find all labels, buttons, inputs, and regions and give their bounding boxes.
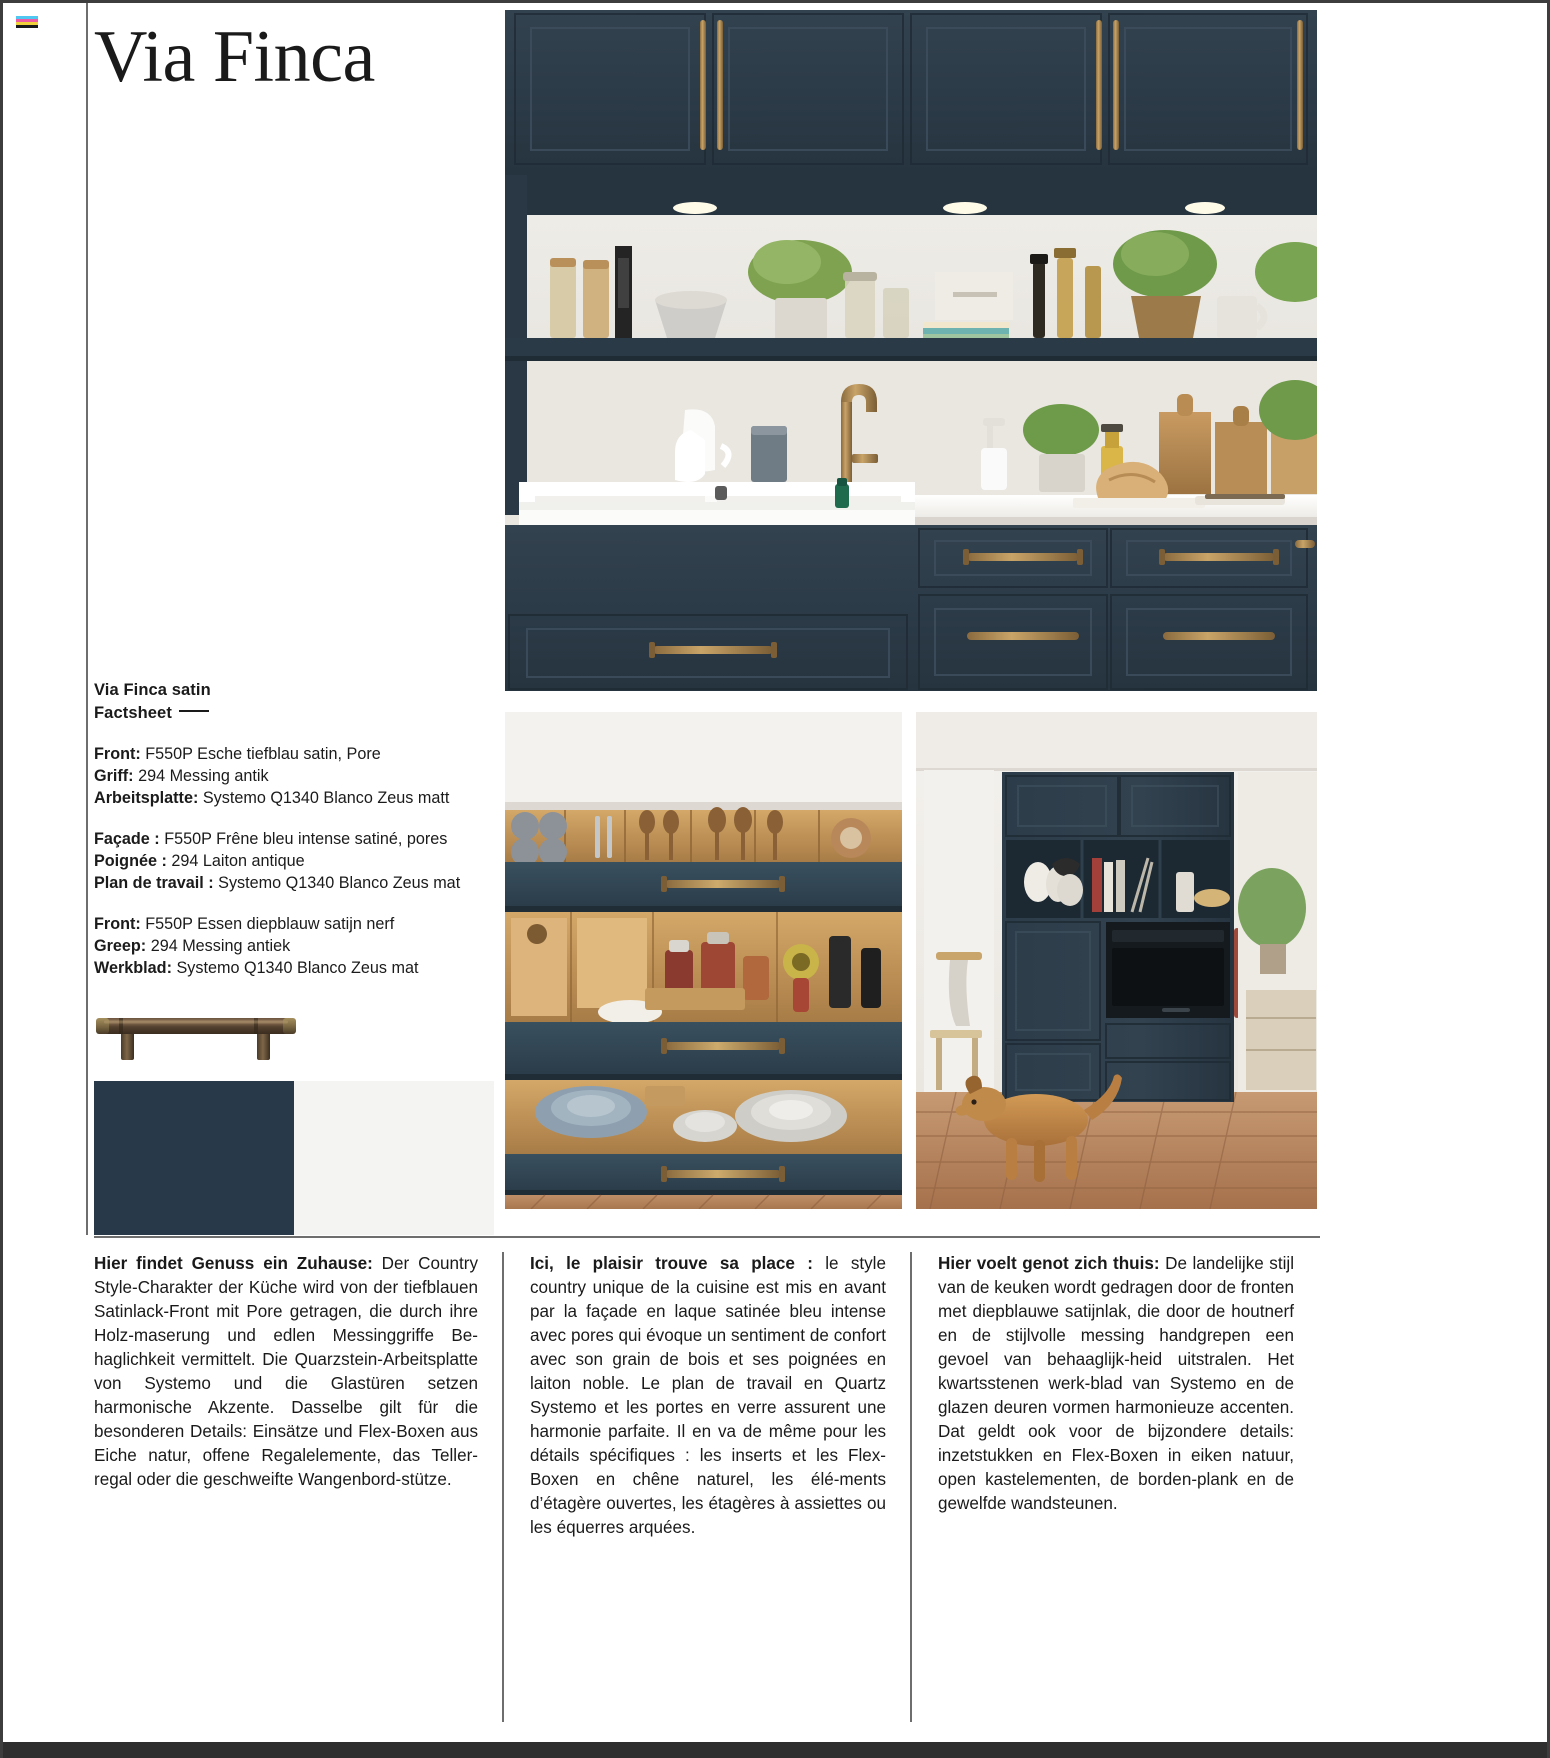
- factsheet-row: [94, 765, 494, 787]
- page-border-bottom: [0, 1742, 1550, 1758]
- description-column-fr: [502, 1252, 910, 1722]
- factsheet-label: Greep:: [94, 937, 147, 956]
- factsheet-heading-line2: Factsheet: [94, 703, 172, 722]
- text-section-rule: [94, 1236, 1320, 1238]
- swatch-worktop-blanco-zeus: [294, 1081, 494, 1235]
- page-title: Via Finca: [94, 16, 375, 98]
- kitchen-main-photo: [505, 10, 1317, 691]
- description-body-de: Der Country Style-Charakter der Küche wird von der tiefblauen Satinlack-Front mit Pore getragen, die durch ihre Holz-maserung und edlen Messinggriffe Be-haglichkeit vermittelt. Die Quarzstein-Arbeitsplatte von Systemo und die Glastüren setzen harmonische Akzente. Dasselbe gilt für die besonderen Details: Einsätze und Flex-Boxen aus Eiche natur, offene Regalelemente, das Teller-regal oder die geschweifte Wangenbord-stütze.: [94, 1254, 478, 1490]
- factsheet-row: [94, 743, 494, 765]
- factsheet-value: F550P Esche tiefblau satin, Pore: [145, 744, 381, 763]
- factsheet-row: [94, 787, 494, 809]
- factsheet-block-de: [94, 743, 494, 810]
- factsheet-label: Plan de travail :: [94, 874, 214, 893]
- description-body-fr: le style country unique de la cuisine est mis en avant par la façade en laque satinée bleu intense avec pores qui évoque un sentiment de confort avec son grain de bois et ses poignées en laiton noble. Le plan de travail en Quartz Systemo et les portes en verre assurent une harmonie parfaite. Il en va de même pour les détails spécifiques : les inserts et les Flex-Boxen en chêne naturel, les élé-ments d’étagère ouvertes, les étagères à assiettes ou les équerres arquées.: [530, 1254, 886, 1538]
- description-column-de: [94, 1252, 502, 1722]
- factsheet-value: 294 Messing antiek: [150, 937, 291, 956]
- description-lead-de: Hier findet Genuss ein Zuhause:: [94, 1254, 373, 1273]
- tall-cabinet-photo: [916, 712, 1317, 1209]
- left-column-rule: [86, 3, 88, 1235]
- description-body-nl: De landelijke stijl van de keuken wordt gedragen door de fronten met diepblauwe satijnlak, die door de houtnerf en de stijlvolle messing handgrepen een gevoel van behaaglijk-heid uitstralen. Het kwartsstenen werk-blad van Systemo en de glazen deuren vormen harmonieuze accenten. Dat geldt ook voor de bijzondere details: inzetstukken en Flex-Boxen in eiken natuur, open kastelementen, de borden-plank en de gewelfde wandsteunen.: [938, 1254, 1294, 1514]
- factsheet-label: Front:: [94, 744, 141, 763]
- swatch-front-deep-blue: [94, 1081, 294, 1235]
- factsheet-row: [94, 828, 494, 850]
- factsheet-label: Werkblad:: [94, 959, 172, 978]
- description-column-nl: [910, 1252, 1318, 1722]
- factsheet-label: Façade :: [94, 829, 160, 848]
- factsheet-value: F550P Essen diepblauw satijn nerf: [145, 914, 395, 933]
- color-swatch-row: [94, 1081, 494, 1235]
- handle-sample-image: [94, 1009, 344, 1065]
- drawers-photo: [505, 712, 902, 1209]
- factsheet-value: Systemo Q1340 Blanco Zeus mat: [176, 959, 419, 978]
- factsheet-value: Systemo Q1340 Blanco Zeus mat: [218, 874, 461, 893]
- factsheet: [94, 679, 494, 980]
- factsheet-label: Front:: [94, 914, 141, 933]
- factsheet-label: Arbeitsplatte:: [94, 789, 199, 808]
- page-border-left: [0, 0, 3, 1758]
- factsheet-block-nl: [94, 913, 494, 980]
- factsheet-label: Griff:: [94, 766, 134, 785]
- heading-dash-icon: [179, 710, 209, 712]
- factsheet-value: 294 Laiton antique: [171, 851, 305, 870]
- factsheet-heading: [94, 679, 494, 725]
- factsheet-row: [94, 957, 494, 979]
- description-lead-nl: Hier voelt genot zich thuis:: [938, 1254, 1160, 1273]
- factsheet-block-fr: [94, 828, 494, 895]
- factsheet-value: Systemo Q1340 Blanco Zeus matt: [202, 789, 450, 808]
- description-lead-fr: Ici, le plaisir trouve sa place :: [530, 1254, 813, 1273]
- factsheet-value: 294 Messing antik: [138, 766, 269, 785]
- factsheet-value: F550P Frêne bleu intense satiné, pores: [164, 829, 448, 848]
- cmyk-registration-icon: [16, 16, 38, 28]
- factsheet-row: [94, 913, 494, 935]
- factsheet-heading-line1: Via Finca satin: [94, 681, 211, 699]
- description-columns: [94, 1252, 1322, 1722]
- factsheet-label: Poignée :: [94, 851, 167, 870]
- factsheet-row: [94, 872, 494, 894]
- factsheet-row: [94, 935, 494, 957]
- factsheet-row: [94, 850, 494, 872]
- left-column: [94, 3, 494, 1235]
